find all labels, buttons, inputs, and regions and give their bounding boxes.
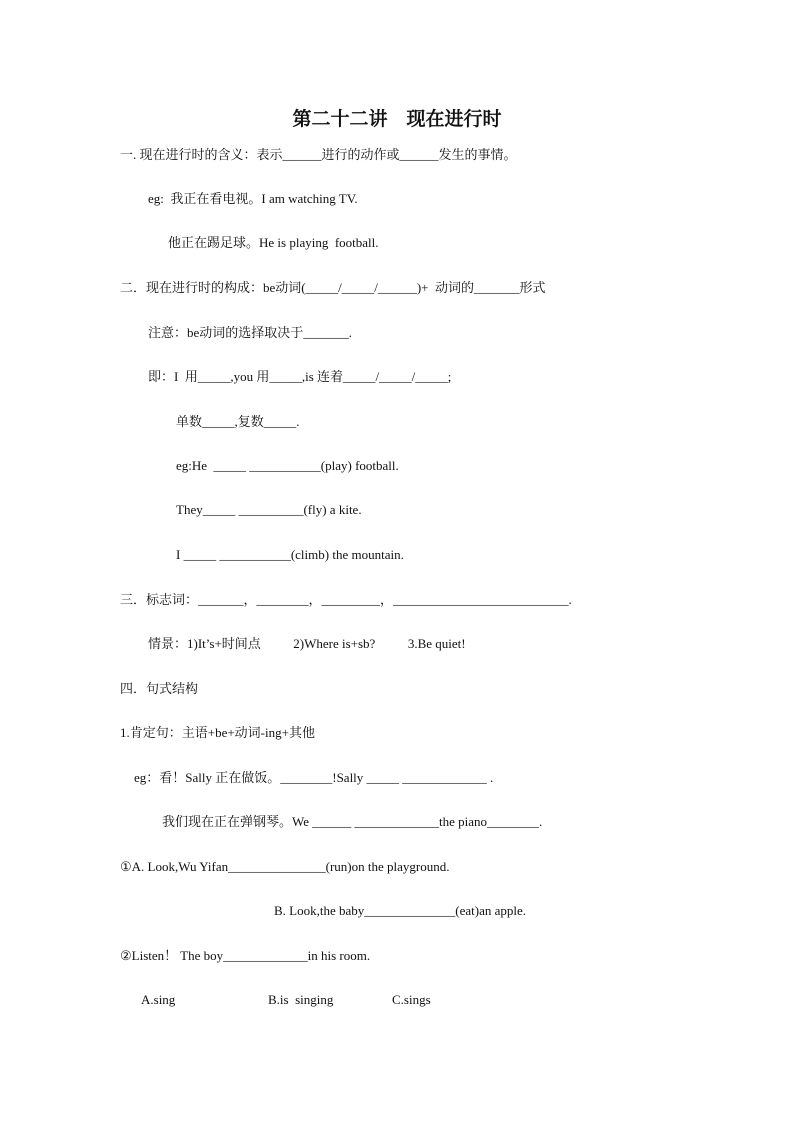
section-1-meaning: 一. 现在进行时的含义：表示______进行的动作或______发生的事情。 xyxy=(120,147,517,162)
signal-situations: 情景：1)It’s+时间点 2)Where is+sb? 3.Be quiet! xyxy=(148,636,466,651)
section-4-sentence-structure: 四．句式结构 xyxy=(120,681,199,696)
rule-pronoun-be: 即：I 用_____,you 用_____,is 连着_____/_____/_____; xyxy=(148,369,452,384)
option-c: C.sings xyxy=(392,992,431,1007)
exercise-2-listen: ②Listen！ The boy_____________in his room. xyxy=(120,948,371,963)
example-cooking: eg：看！Sally 正在做饭。________!Sally _____ _____________ . xyxy=(134,770,494,785)
example-playing-football: 他正在踢足球。He is playing football. xyxy=(168,235,379,250)
section-2-structure: 二．现在进行时的构成：be动词(_____/_____/______)+ 动词的_______形式 xyxy=(120,280,546,295)
exercise-fly: They_____ __________(fly) a kite. xyxy=(176,502,362,517)
exercise-1b-eat: B. Look,the baby______________(eat)an apple. xyxy=(274,903,526,918)
exercise-play: eg:He _____ ___________(play) football. xyxy=(176,458,399,473)
note-be-verb: 注意：be动词的选择取决于_______. xyxy=(148,325,353,340)
affirmative-rule: 1.肯定句：主语+be+动词-ing+其他 xyxy=(120,725,315,740)
page-title: 第二十二讲 现在进行时 xyxy=(292,108,502,130)
example-piano: 我们现在正在弹钢琴。We ______ _____________the piano________. xyxy=(162,814,543,829)
exercise-1a-run: ①A. Look,Wu Yifan_______________(run)on the playground. xyxy=(120,859,450,874)
option-b: B.is singing xyxy=(268,992,334,1007)
option-a: A.sing xyxy=(141,992,176,1007)
exercise-climb: I _____ ___________(climb) the mountain. xyxy=(176,547,404,562)
rule-singular-plural: 单数_____,复数_____. xyxy=(176,414,300,429)
example-watching-tv: eg: 我正在看电视。I am watching TV. xyxy=(148,191,358,206)
section-3-signal-words: 三．标志词：_______，________，_________，___________________________. xyxy=(120,592,572,607)
